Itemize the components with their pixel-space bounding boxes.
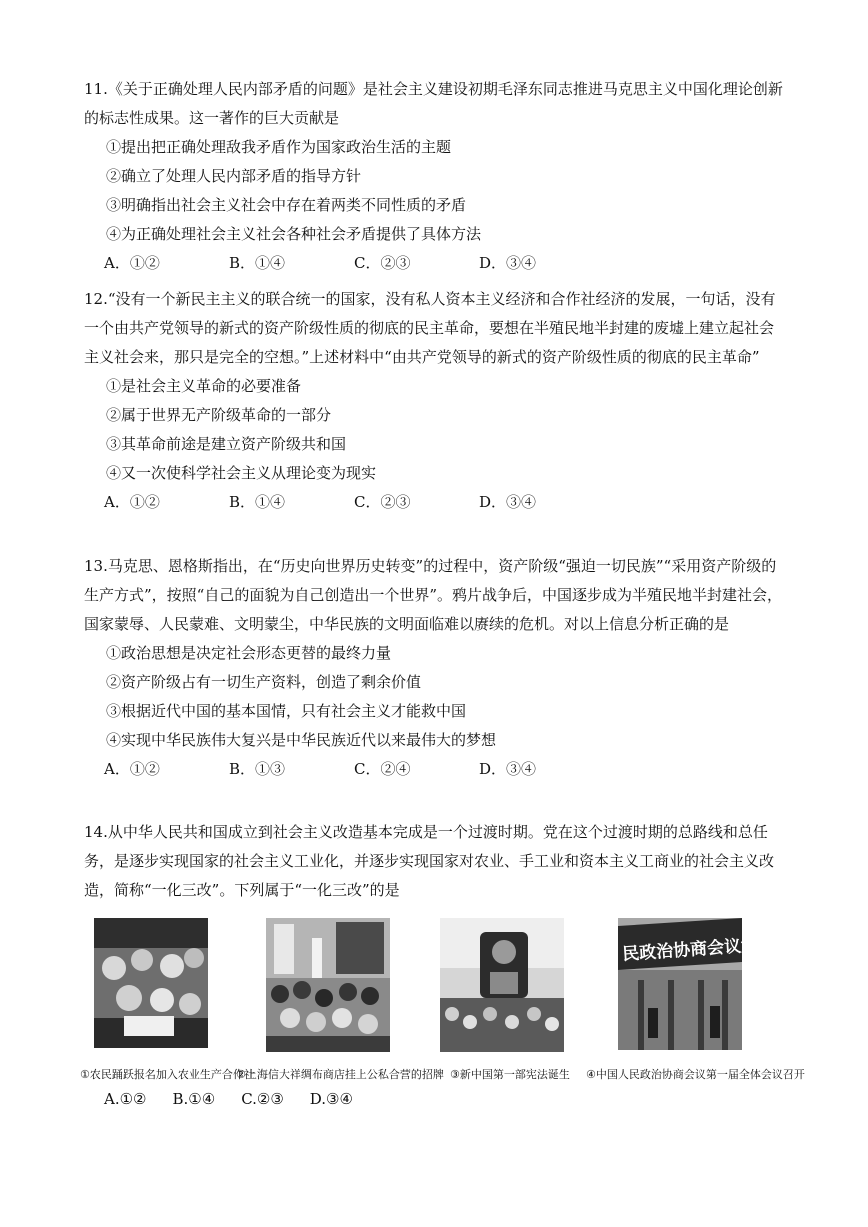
choice-c: C.②③ (241, 1090, 284, 1108)
choice-d: D.③④ (309, 1090, 353, 1108)
option-4: ④实现中华民族伟大复兴是中华民族近代以来最伟大的梦想 (106, 731, 497, 749)
answer-choices (84, 249, 784, 278)
question-12 (84, 285, 784, 517)
question-stem: 13.马克思、恩格斯指出，在“历史向世界历史转变”的过程中，资产阶级“强迫一切民族”“采用资产阶级的生产方式”，按照“自己的面貌为自己创造出一个世界”。鸦片战争后，中国逐步成为半殖民地半封建社会，国家蒙辱、人民蒙难、文明蒙尘，中华民族的文明面临难以赓续的危机。对以上信息分析正确的是 (84, 557, 783, 633)
question-stem: 11.《关于正确处理人民内部矛盾的问题》是社会主义建设初期毛泽东同志推进马克思主义中国化理论创新的标志性成果。这一著作的巨大贡献是 (84, 80, 783, 127)
choice-c: C．②④ (354, 760, 411, 778)
option-1: ①政治思想是决定社会形态更替的最终力量 (106, 644, 392, 662)
answer-choices-14 (104, 1090, 379, 1108)
choice-a: A．①② (104, 760, 160, 778)
choice-d: D．③④ (479, 760, 537, 778)
banner-text: 民政治协商会议第一 (621, 934, 776, 965)
photo-caption-1: ①农民踊跃报名加入农业生产合作社 (80, 1068, 255, 1081)
choice-b: B.①④ (172, 1090, 216, 1108)
photo-shanghai-store (266, 918, 390, 1052)
choice-d: D．③④ (479, 493, 537, 511)
question-13 (84, 552, 784, 784)
choice-b: B．①④ (229, 493, 286, 511)
question-11 (84, 75, 784, 278)
option-2: ②资产阶级占有一切生产资料，创造了剩余价值 (106, 673, 422, 691)
option-3: ③根据近代中国的基本国情，只有社会主义才能救中国 (106, 702, 467, 720)
option-2: ②属于世界无产阶级革命的一部分 (106, 406, 332, 424)
photo-caption-4: ④中国人民政治协商会议第一届全体会议召开 (586, 1068, 805, 1081)
photo-constitution (440, 918, 564, 1052)
choice-c: C．②③ (354, 493, 411, 511)
option-2: ②确立了处理人民内部矛盾的指导方针 (106, 167, 362, 185)
answer-choices (84, 488, 784, 517)
choice-a: A.①② (104, 1090, 147, 1108)
photo-row (80, 918, 805, 1088)
choice-a: A．①② (104, 254, 160, 272)
photo-farmers-cooperative (94, 918, 208, 1048)
choice-b: B．①④ (229, 254, 286, 272)
question-stem: 14.从中华人民共和国成立到社会主义改造基本完成是一个过渡时期。党在这个过渡时期的总路线和总任务，是逐步实现国家的社会主义工业化，并逐步实现国家对农业、手工业和资本主义工商业的社会主义改造，简称“一化三改”。下列属于“一化三改”的是 (84, 823, 775, 899)
option-1: ①提出把正确处理敌我矛盾作为国家政治生活的主题 (106, 138, 452, 156)
choice-b: B．①③ (229, 760, 286, 778)
answer-choices (84, 755, 784, 784)
photo-cppcc-session (618, 918, 776, 1050)
choice-c: C．②③ (354, 254, 411, 272)
option-3: ③明确指出社会主义社会中存在着两类不同性质的矛盾 (106, 196, 467, 214)
option-4: ④又一次使科学社会主义从理论变为现实 (106, 464, 377, 482)
option-3: ③其革命前途是建立资产阶级共和国 (106, 435, 347, 453)
option-1: ①是社会主义革命的必要准备 (106, 377, 302, 395)
question-14 (84, 818, 784, 905)
question-stem: 12.“没有一个新民主主义的联合统一的国家，没有私人资本主义经济和合作社经济的发展，一句话，没有一个由共产党领导的新式的资产阶级性质的彻底的民主革命，要想在半殖民地半封建的废墟上建立起社会主义社会来，那只是完全的空想。”上述材料中“由共产党领导的新式的资产阶级性质的彻底的民主革命” (84, 290, 776, 366)
choice-d: D．③④ (479, 254, 537, 272)
choice-a: A．①② (104, 493, 160, 511)
photo-caption-3: ③新中国第一部宪法诞生 (450, 1068, 570, 1081)
photo-caption-2: ②上海信大祥绸布商店挂上公私合营的招牌 (236, 1068, 444, 1081)
option-4: ④为正确处理社会主义社会各种社会矛盾提供了具体方法 (106, 225, 482, 243)
